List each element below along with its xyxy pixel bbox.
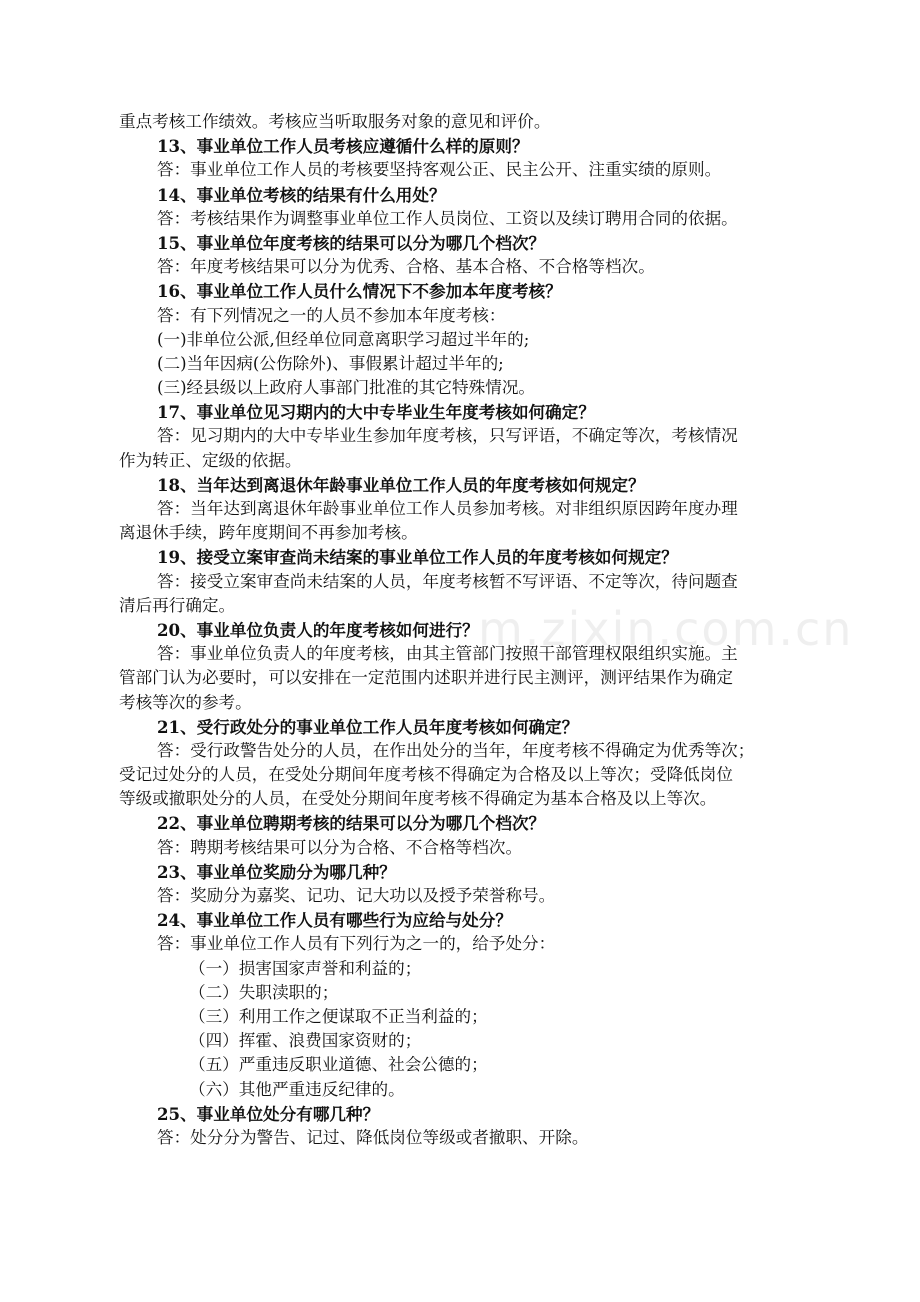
list-item: （一）损害国家声誉和利益的； (189, 958, 422, 978)
text-line: 受记过处分的人员，在受处分期间年度考核不得确定为合格及以上等次；受降低岗位 (119, 765, 733, 785)
answer-text: 答：事业单位工作人员有下列行为之一的，给予处分： (157, 934, 556, 954)
answer-text: 答：当年达到离退休年龄事业单位工作人员参加考核。对非组织原因跨年度办理 (157, 499, 738, 518)
answer-text: 答：受行政警告处分的人员，在作出处分的当年，年度考核不得确定为优秀等次； (157, 740, 755, 760)
text-line: 作为转正、定级的依据。 (119, 450, 302, 470)
list-item: （四）挥霍、浪费国家资财的； (189, 1031, 422, 1051)
text-line: 重点考核工作绩效。考核应当听取服务对象的意见和评价。 (119, 112, 551, 131)
text-line: 清后再行确定。 (119, 595, 236, 615)
answer-text: 答：有下列情况之一的人员不参加本年度考核： (157, 305, 506, 325)
list-item: （二）失职渎职的； (189, 982, 339, 1002)
question-heading: 23、事业单位奖励分为哪几种？ (157, 861, 396, 882)
answer-text: 答：事业单位工作人员的考核要坚持客观公正、民主公开、注重实绩的原则。 (157, 160, 722, 180)
answer-text: 答：处分分为警告、记过、降低岗位等级或者撤职、开除。 (157, 1127, 589, 1147)
question-heading: 20、事业单位负责人的年度考核如何进行？ (157, 619, 479, 640)
question-heading: 18、当年达到离退休年龄事业单位工作人员的年度考核如何规定？ (157, 474, 645, 495)
list-item: （五）严重违反职业道德、社会公德的； (189, 1055, 488, 1075)
list-item: (三)经县级以上政府人事部门批准的其它特殊情况。 (157, 378, 536, 398)
answer-text: 答：见习期内的大中专毕业生参加年度考核，只写评语，不确定等次，考核情况 (157, 426, 738, 446)
answer-text: 答：事业单位负责人的年度考核，由其主管部门按照干部管理权限组织实施。主 (157, 644, 738, 664)
list-item: （三）利用工作之便谋取不正当利益的； (189, 1006, 488, 1026)
text-line: 等级或撤职处分的人员，在受处分期间年度考核不得确定为基本合格及以上等次。 (119, 789, 717, 809)
question-heading: 22、事业单位聘期考核的结果可以分为哪几个档次？ (157, 813, 546, 834)
answer-text: 答：奖励分为嘉奖、记功、记大功以及授予荣誉称号。 (157, 886, 556, 905)
question-heading: 13、事业单位工作人员考核应遵循什么样的原则？ (157, 136, 529, 157)
question-heading: 15、事业单位年度考核的结果可以分为哪几个档次？ (157, 232, 546, 253)
answer-text: 答：考核结果作为调整事业单位工作人员岗位、工资以及续订聘用合同的依据。 (157, 208, 738, 228)
answer-text: 答：聘期考核结果可以分为合格、不合格等档次。 (157, 837, 523, 857)
answer-text: 答：年度考核结果可以分为优秀、合格、基本合格、不合格等档次。 (157, 257, 655, 277)
question-heading: 24、事业单位工作人员有哪些行为应给与处分？ (157, 910, 512, 931)
watermark: m.zixin.com.cn (478, 602, 854, 656)
list-item: (二)当年因病(公伤除外)、事假累计超过半年的; (157, 353, 504, 373)
question-heading: 16、事业单位工作人员什么情况下不参加本年度考核？ (157, 281, 562, 302)
document-body (119, 110, 805, 1150)
question-heading: 19、接受立案审查尚未结案的事业单位工作人员的年度考核如何规定？ (157, 547, 678, 568)
text-line: 管部门认为必要时，可以安排在一定范围内述职并进行民主测评，测评结果作为确定 (119, 668, 733, 688)
list-item: (一)非单位公派,但经单位同意离职学习超过半年的; (157, 329, 530, 349)
question-heading: 25、事业单位处分有哪几种？ (157, 1103, 380, 1124)
text-line: 离退休手续，跨年度期间不再参加考核。 (119, 523, 418, 543)
answer-text: 答：接受立案审查尚未结案的人员，年度考核暂不写评语、不定等次，待问题查 (157, 571, 738, 591)
question-heading: 17、事业单位见习期内的大中专毕业生年度考核如何确定？ (157, 402, 595, 423)
question-heading: 21、受行政处分的事业单位工作人员年度考核如何确定？ (157, 716, 579, 737)
text-line: 考核等次的参考。 (119, 692, 252, 712)
list-item: （六）其他严重违反纪律的。 (189, 1079, 405, 1099)
question-heading: 14、事业单位考核的结果有什么用处？ (157, 184, 446, 205)
